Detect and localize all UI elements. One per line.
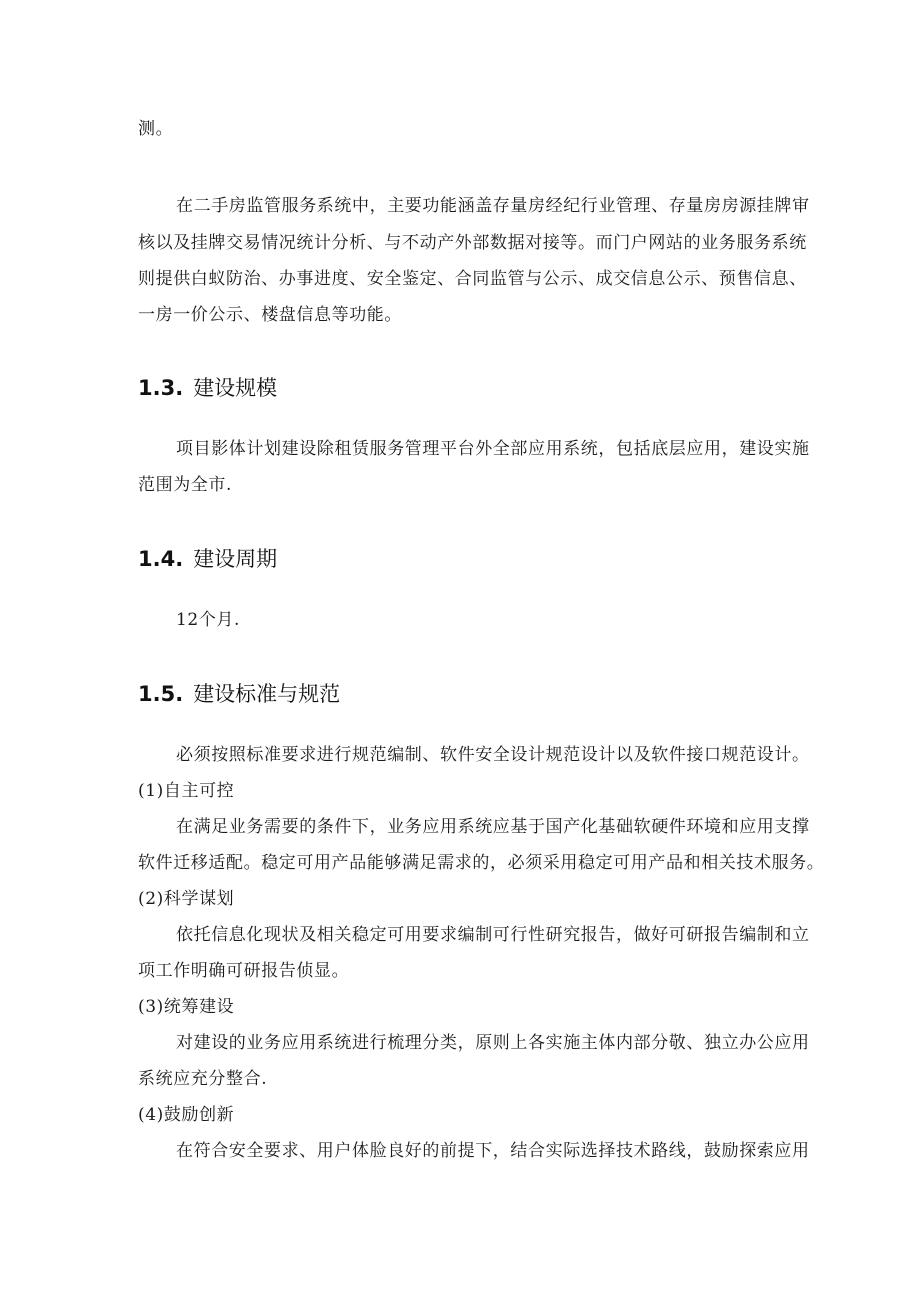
section-heading-1-5 <box>138 680 340 708</box>
section-title: 建设周期 <box>193 547 278 571</box>
list-item-heading: (4)鼓励创新 <box>138 1105 235 1125</box>
paragraph-line: 依托信息化现状及相关稳定可用要求编制可行性研究报告，做好可研报告编制和立 <box>176 925 810 945</box>
section-number: 1.4. <box>138 547 184 571</box>
section-title: 建设标准与规范 <box>193 682 341 706</box>
section-heading-1-3 <box>138 374 277 402</box>
paragraph-line: 测。 <box>138 119 174 139</box>
paragraph-line: 则提供白蚁防治、办事进度、安全鉴定、合同监管与公示、成交信息公示、预售信息、 <box>138 269 807 289</box>
paragraph-line: 12个月. <box>176 610 241 630</box>
list-item-heading: (2)科学谋划 <box>138 889 235 909</box>
paragraph-line: 在满足业务需要的条件下，业务应用系统应基于国产化基础软硬件环境和应用支撑 <box>176 817 810 837</box>
paragraph-line: 项目影体计划建设除租赁服务管理平台外全部应用系统，包括底层应用，建设实施 <box>176 439 810 459</box>
section-number: 1.3. <box>138 376 184 400</box>
paragraph-line: 系统应充分整合. <box>138 1069 268 1089</box>
list-item-heading: (1)自主可控 <box>138 781 235 801</box>
paragraph-line: 在符合安全要求、用户体脸良好的前提下，结合实际选择技术路线，鼓励探索应用 <box>176 1141 810 1161</box>
list-item-heading: (3)统筹建设 <box>138 997 235 1017</box>
paragraph-line: 一房一价公示、楼盘信息等功能。 <box>138 305 402 325</box>
paragraph-line: 在二手房监管服务系统中，主要功能涵盖存量房经纪行业管理、存量房房源挂牌审 <box>176 196 810 216</box>
paragraph-line: 必须按照标准要求进行规范编制、软件安全设计规范设计以及软件接口规范设计。 <box>176 745 810 765</box>
section-number: 1.5. <box>138 682 184 706</box>
section-title: 建设规模 <box>193 376 278 400</box>
paragraph-line: 软件迁移适配。稳定可用产品能够满足需求的，必须采用稳定可用产品和相关技术服务。 <box>138 853 825 873</box>
paragraph-line: 对建设的业务应用系统进行梳理分类，原则上各实施主体内部分敬、独立办公应用 <box>176 1033 810 1053</box>
paragraph-line: 范围为全市. <box>138 475 233 495</box>
paragraph-line: 项工作明确可研报告侦显。 <box>138 961 350 981</box>
paragraph-line: 核以及挂牌交易情况统计分析、与不动产外部数据对接等。而门户网站的业务服务系统 <box>138 233 807 253</box>
section-heading-1-4 <box>138 545 277 573</box>
